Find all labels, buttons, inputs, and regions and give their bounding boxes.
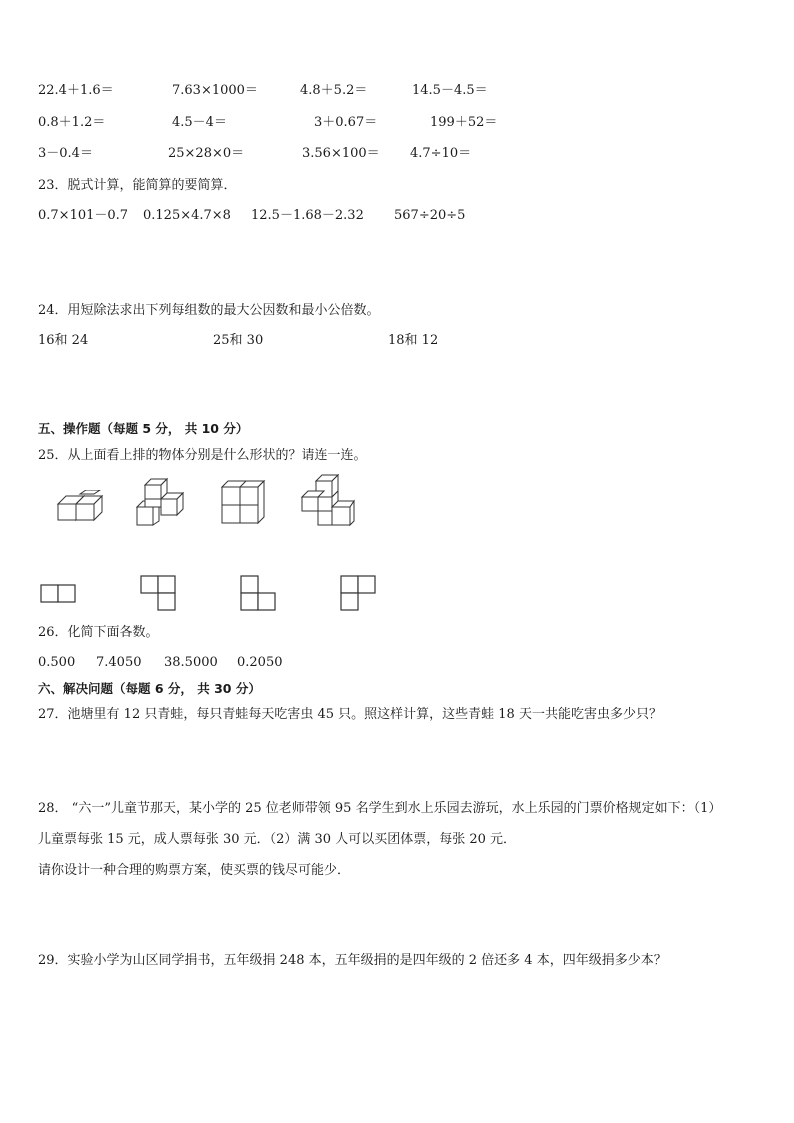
- calc-item: 4.7÷10＝: [410, 146, 472, 161]
- section-6-heading: 六、解决问题（每题 6 分， 共 30 分）: [38, 681, 261, 696]
- calc-item: 22.4＋1.6＝: [38, 83, 114, 98]
- expression-item: 567÷20÷5: [394, 208, 466, 223]
- calc-item: 199＋52＝: [430, 115, 498, 130]
- cube-stack-3-icon: [218, 479, 270, 527]
- decimal-item: 7.4050: [96, 655, 142, 670]
- question-29: 29．实验小学为山区同学捐书，五年级捐 248 本，五年级捐的是四年级的 2 倍还多 4 本，四年级捐多少本？: [38, 953, 667, 968]
- question-24-title: 24．用短除法求出下列每组数的最大公因数和最小公倍数。: [38, 303, 380, 318]
- calc-item: 0.8＋1.2＝: [38, 115, 106, 130]
- decimal-item: 0.2050: [237, 655, 283, 670]
- expression-item: 12.5－1.68－2.32: [251, 208, 364, 223]
- top-view-two-squares-icon: [40, 584, 76, 604]
- question-27: 27．池塘里有 12 只青蛙，每只青蛙每天吃害虫 45 只。照这样计算，这些青蛙 18 天一共能吃害虫多少只？: [38, 707, 662, 722]
- calc-item: 4.8＋5.2＝: [300, 83, 368, 98]
- calc-item: 4.5－4＝: [172, 115, 227, 130]
- question-28-line-1: 28． “六一”儿童节那天，某小学的 25 位老师带领 95 名学生到水上乐园去游玩，水上乐园的门票价格规定如下：（1）: [38, 801, 722, 816]
- question-28-line-3: 请你设计一种合理的购票方案，使买票的钱尽可能少．: [38, 863, 351, 878]
- cube-stack-4-icon: [298, 473, 356, 527]
- expression-item: 0.125×4.7×8: [143, 208, 231, 223]
- question-28-line-2: 儿童票每张 15 元，成人票每张 30 元．（2）满 30 人可以买团体票，每张 20 元．: [38, 832, 516, 847]
- number-pair: 25和 30: [213, 333, 264, 348]
- question-26-title: 26．化简下面各数。: [38, 625, 159, 640]
- section-5-heading: 五、操作题（每题 5 分， 共 10 分）: [38, 421, 249, 436]
- number-pair: 18和 12: [388, 333, 439, 348]
- top-view-corner-shape-icon: [340, 575, 376, 611]
- decimal-item: 38.5000: [164, 655, 218, 670]
- cube-stack-1-icon: [56, 490, 106, 526]
- question-23-title: 23．脱式计算，能简算的要简算．: [38, 178, 237, 193]
- top-view-l-shape-icon: [140, 575, 176, 611]
- question-25-title: 25．从上面看上排的物体分别是什么形状的？请连一连。: [38, 448, 367, 463]
- cube-stack-2-icon: [135, 477, 189, 529]
- expression-item: 0.7×101－0.7: [38, 208, 129, 223]
- calc-item: 3＋0.67＝: [314, 115, 378, 130]
- calc-item: 3－0.4＝: [38, 146, 93, 161]
- calc-item: 7.63×1000＝: [172, 83, 258, 98]
- decimal-item: 0.500: [38, 655, 76, 670]
- calc-item: 25×28×0＝: [168, 146, 245, 161]
- calc-item: 3.56×100＝: [302, 146, 380, 161]
- calc-item: 14.5－4.5＝: [412, 83, 488, 98]
- top-view-step-shape-icon: [240, 575, 276, 611]
- number-pair: 16和 24: [38, 333, 89, 348]
